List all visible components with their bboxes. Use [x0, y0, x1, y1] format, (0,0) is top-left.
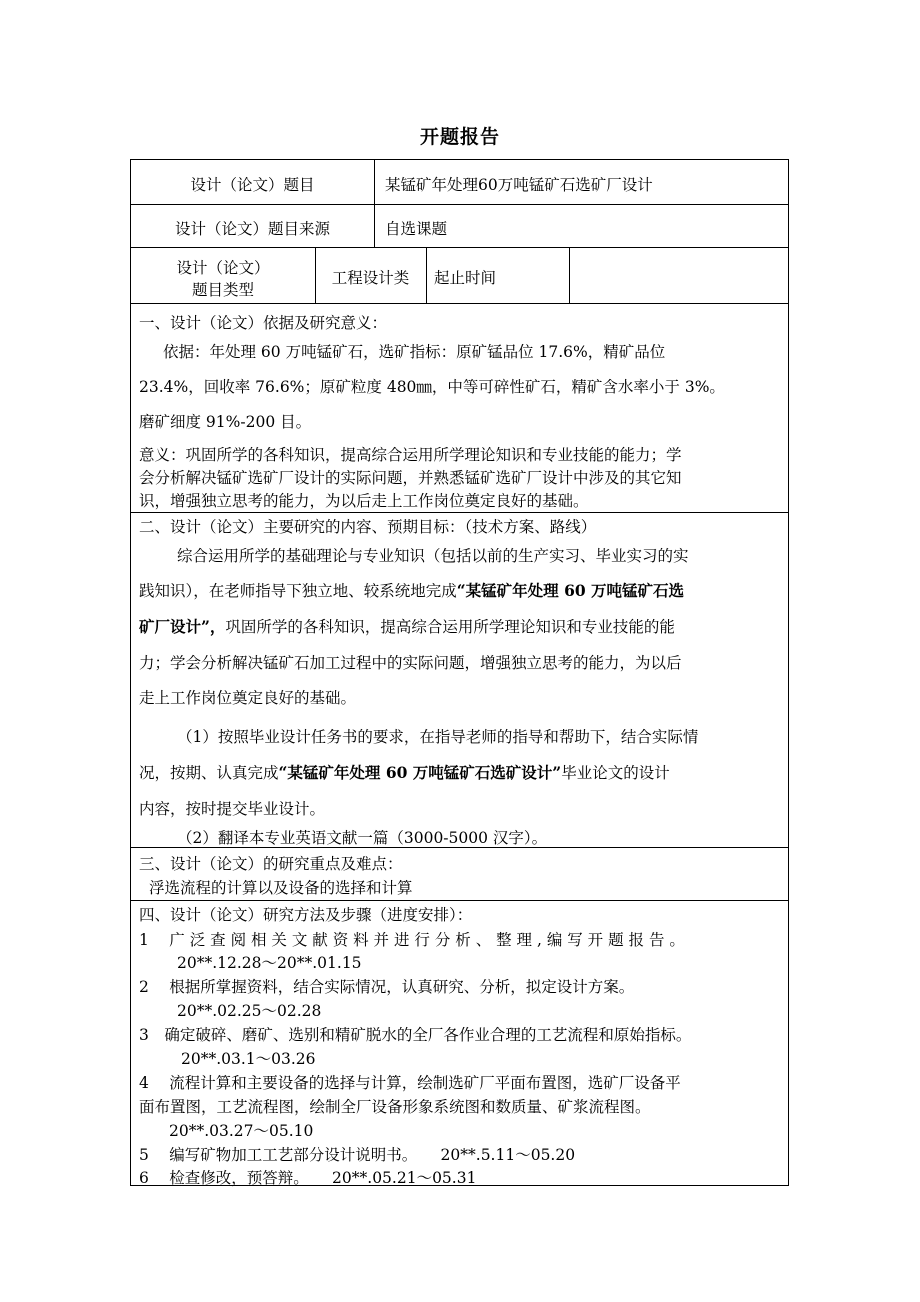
section2-line: 走上工作岗位奠定良好的基础。 — [139, 689, 357, 707]
page-title: 开题报告 — [419, 126, 500, 148]
section4-line: 4 流程计算和主要设备的选择与计算，绘制选矿厂平面布置图，选矿厂设备平 — [139, 1074, 681, 1092]
section4-line: 1 广 泛 查 阅 相 关 文 献 资 料 并 进 行 分 析 、 整 理 , 编 写 开 题 报 告 。 — [139, 931, 685, 949]
section1-line: 23.4%，回收率 76.6%；原矿粒度 480㎜，中等可碎性矿石，精矿含水率小于 3%。 — [139, 378, 725, 396]
section3-content: 浮选流程的计算以及设备的选择和计算 — [149, 879, 413, 897]
column-divider — [426, 247, 427, 303]
type-label-line1: 设计（论文） — [176, 259, 270, 277]
section2-emphasis: “某锰矿年处理 60 万吨锰矿石选矿设计” — [278, 763, 562, 782]
section2-line — [139, 761, 670, 783]
section4-line: 20**.03.27～05.10 — [169, 1122, 314, 1140]
type-value: 工程设计类 — [331, 269, 410, 287]
section2-emphasis: “某锰矿年处理 60 万吨锰矿石选 — [456, 581, 685, 600]
section2-line: 内容，按时提交毕业设计。 — [139, 800, 326, 818]
section2-line — [139, 579, 684, 601]
section2-line — [139, 615, 675, 637]
section2-line: （2）翻译本专业英语文献一篇（3000-5000 汉字）。 — [177, 829, 548, 847]
section4-line: 20**.12.28～20**.01.15 — [177, 954, 362, 972]
section4-line: 20**.02.25～02.28 — [177, 1002, 322, 1020]
report-table — [130, 159, 789, 1186]
section1-line: 依据：年处理 60 万吨锰矿石，选矿指标：原矿锰品位 17.6%，精矿品位 — [163, 343, 666, 361]
section4-heading: 四、设计（论文）研究方法及步骤（进度安排）： — [139, 906, 473, 924]
section4-line: 3 确定破碎、磨矿、选别和精矿脱水的全厂各作业合理的工艺流程和原始指标。 — [139, 1026, 692, 1044]
source-label: 设计（论文）题目来源 — [174, 220, 330, 238]
section1-line: 识，增强独立思考的能力，为以后走上工作岗位奠定良好的基础。 — [139, 492, 589, 510]
section2-line: 综合运用所学的基础理论与专业知识（包括以前的生产实习、毕业实习的实 — [177, 547, 689, 565]
section1-heading: 一、设计（论文）依据及研究意义： — [139, 314, 388, 332]
period-label: 起止时间 — [434, 269, 497, 287]
section3-heading: 三、设计（论文）的研究重点及难点： — [139, 855, 403, 873]
section2-text: 巩固所学的各科知识，提高综合运用所学理论知识和专业技能的能 — [225, 618, 675, 636]
section2-heading: 二、设计（论文）主要研究的内容、预期目标：（技术方案、路线） — [139, 518, 597, 536]
row-divider — [131, 204, 788, 205]
section4-line: 6 检查修改，预答辩。 20**.05.21～05.31 — [139, 1169, 477, 1187]
section4-line: 5 编写矿物加工工艺部分设计说明书。 20**.5.11～05.20 — [139, 1146, 576, 1164]
section1-line: 磨矿细度 91%-200 目。 — [139, 413, 312, 431]
section4-line: 2 根据所掌握资料，结合实际情况，认真研究、分析，拟定设计方案。 — [139, 978, 635, 996]
source-value: 自选课题 — [385, 220, 448, 238]
column-divider — [569, 247, 570, 303]
section2-text: 践知识），在老师指导下独立地、较系统地完成 — [139, 582, 457, 600]
topic-value: 某锰矿年处理60万吨锰矿石选矿厂设计 — [385, 176, 653, 194]
row-divider — [131, 247, 788, 248]
section1-line: 意义：巩固所学的各科知识，提高综合运用所学理论知识和专业技能的能力；学 — [139, 446, 682, 464]
section2-line: （1）按照毕业设计任务书的要求，在指导老师的指导和帮助下，结合实际情 — [177, 728, 699, 746]
section2-line: 力；学会分析解决锰矿石加工过程中的实际问题，增强独立思考的能力，为以后 — [139, 654, 682, 672]
section2-emphasis: 矿厂设计”， — [139, 617, 226, 636]
section-divider — [131, 512, 788, 513]
section4-line: 20**.03.1～03.26 — [181, 1050, 316, 1068]
section-divider — [131, 900, 788, 901]
section2-text: 况，按期、认真完成 — [139, 764, 279, 782]
type-label-line2: 题目类型 — [191, 281, 254, 299]
row-divider — [131, 303, 788, 304]
topic-label: 设计（论文）题目 — [190, 176, 315, 194]
column-divider — [374, 160, 375, 247]
section4-line: 面布置图，工艺流程图，绘制全厂设备形象系统图和数质量、矿浆流程图。 — [139, 1098, 651, 1116]
section2-text: 毕业论文的设计 — [561, 764, 670, 782]
section1-line: 会分析解决锰矿选矿厂设计的实际问题，并熟悉锰矿选矿厂设计中涉及的其它知 — [139, 469, 682, 487]
